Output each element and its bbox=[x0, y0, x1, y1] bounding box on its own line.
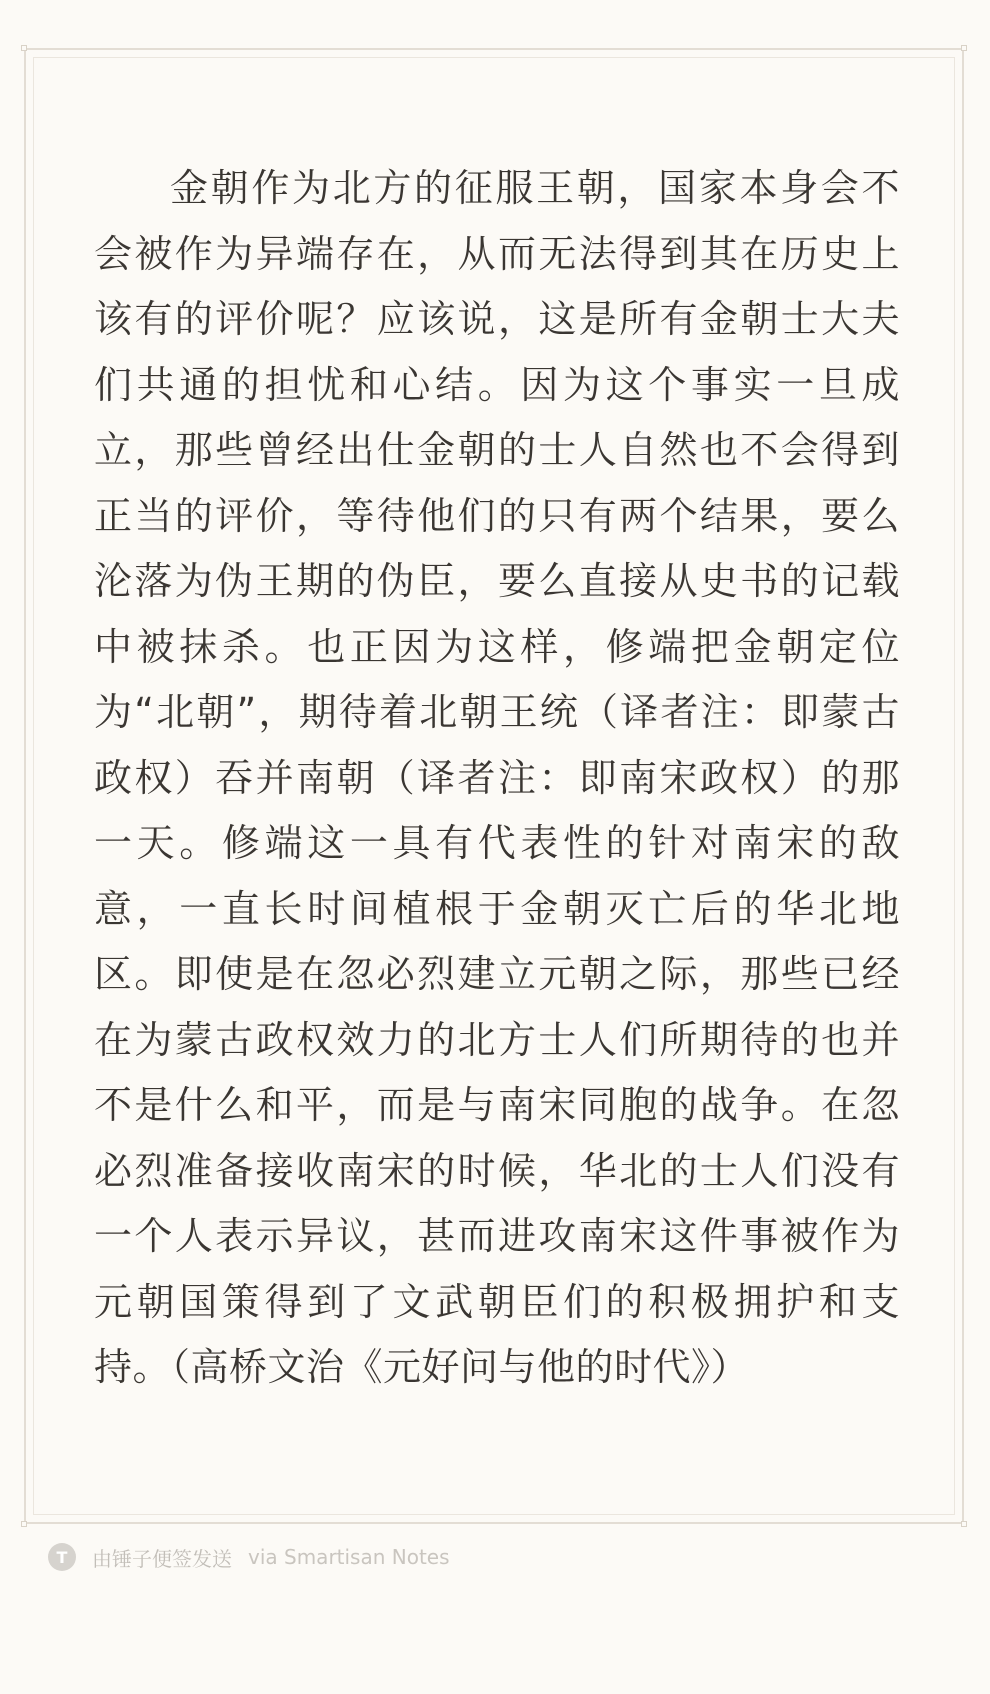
note-body-text: 金朝作为北方的征服王朝，国家本身会不会被作为异端存在，从而无法得到其在历史上该有的评价呢？应该说，这是所有金朝士大夫们共通的担忧和心结。因为这个事实一旦成立，那些曾经出仕金朝的士人自然也不会得到正当的评价，等待他们的只有两个结果，要么沦落为伪王期的伪臣，要么直接从史书的记载中被抹杀。也正因为这样，修端把金朝定位为“北朝”，期待着北朝王统（译者注：即蒙古政权）吞并南朝（译者注：即南宋政权）的那一天。修端这一具有代表性的针对南宋的敌意，一直长时间植根于金朝灭亡后的华北地区。即使是在忽必烈建立元朝之际，那些已经在为蒙古政权效力的北方士人们所期待的也并不是什么和平，而是与南宋同胞的战争。在忽必烈准备接收南宋的时候，华北的士人们没有一个人表示异议，甚而进攻南宋这件事被作为元朝国策得到了文武朝臣们的积极拥护和支持。（高桥文治《元好问与他的时代》） bbox=[94, 166, 900, 1389]
note-footer bbox=[48, 1542, 450, 1572]
frame-corner-top-right bbox=[961, 45, 967, 51]
sent-by-label: 由锤子便签发送 bbox=[92, 1546, 232, 1571]
via-app-label: via Smartisan Notes bbox=[248, 1545, 450, 1569]
smartisan-t-icon: T bbox=[48, 1543, 76, 1571]
frame-corner-top-left bbox=[21, 45, 27, 51]
frame-corner-bottom-right bbox=[961, 1521, 967, 1527]
frame-corner-bottom-left bbox=[21, 1521, 27, 1527]
